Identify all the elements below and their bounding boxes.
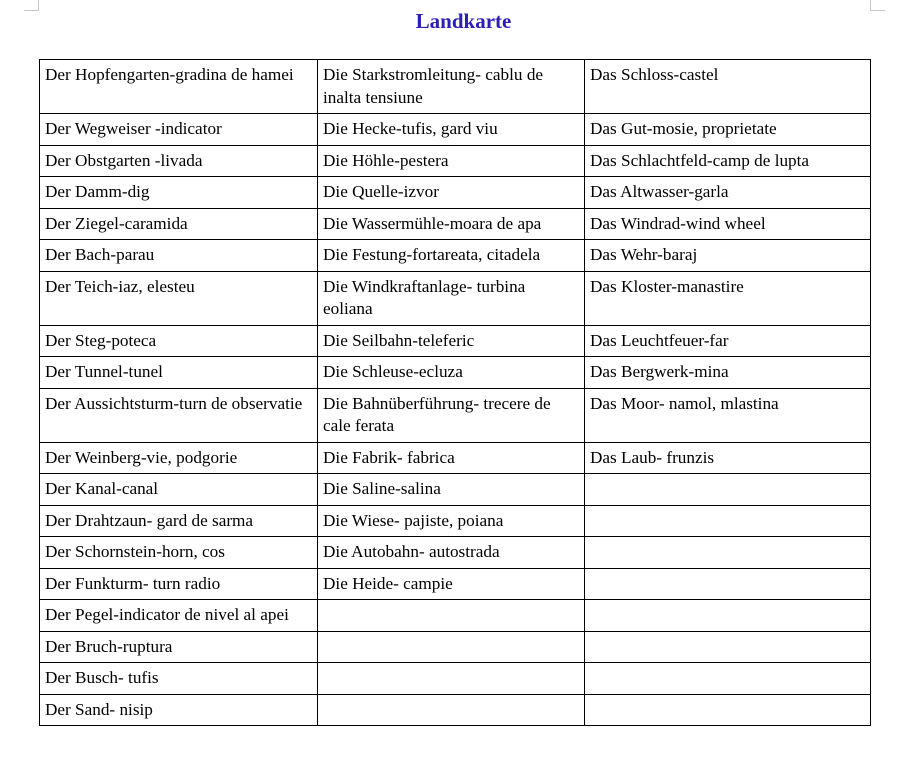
- table-row: [40, 208, 871, 240]
- table-cell-feminine: Die Saline-salina: [318, 474, 585, 506]
- table-cell-feminine: Die Autobahn- autostrada: [318, 537, 585, 569]
- table-cell-feminine: Die Quelle-izvor: [318, 177, 585, 209]
- table-row: [40, 177, 871, 209]
- table-cell-feminine: Die Heide- campie: [318, 568, 585, 600]
- table-row: [40, 271, 871, 325]
- table-row: [40, 694, 871, 726]
- table-cell-neuter: [585, 568, 871, 600]
- table-row: [40, 600, 871, 632]
- table-cell-neuter: [585, 694, 871, 726]
- table-cell-neuter: Das Schlachtfeld-camp de lupta: [585, 145, 871, 177]
- table-cell-masculine: Der Steg-poteca: [40, 325, 318, 357]
- table-cell-masculine: Der Funkturm- turn radio: [40, 568, 318, 600]
- table-cell-neuter: Das Bergwerk-mina: [585, 357, 871, 389]
- table-row: [40, 325, 871, 357]
- table-cell-masculine: Der Tunnel-tunel: [40, 357, 318, 389]
- table-cell-masculine: Der Schornstein-horn, cos: [40, 537, 318, 569]
- vocabulary-table-body: [40, 60, 871, 726]
- table-cell-feminine: Die Wiese- pajiste, poiana: [318, 505, 585, 537]
- table-cell-masculine: Der Bruch-ruptura: [40, 631, 318, 663]
- table-cell-neuter: Das Laub- frunzis: [585, 442, 871, 474]
- table-row: [40, 114, 871, 146]
- table-row: [40, 60, 871, 114]
- table-row: [40, 145, 871, 177]
- table-cell-masculine: Der Weinberg-vie, podgorie: [40, 442, 318, 474]
- table-row: [40, 663, 871, 695]
- table-cell-neuter: Das Schloss-castel: [585, 60, 871, 114]
- table-cell-masculine: Der Bach-parau: [40, 240, 318, 272]
- table-row: [40, 388, 871, 442]
- table-row: [40, 537, 871, 569]
- table-cell-feminine: Die Höhle-pestera: [318, 145, 585, 177]
- table-cell-masculine: Der Ziegel-caramida: [40, 208, 318, 240]
- table-cell-neuter: [585, 474, 871, 506]
- table-row: [40, 240, 871, 272]
- table-cell-masculine: Der Kanal-canal: [40, 474, 318, 506]
- table-cell-feminine: Die Seilbahn-teleferic: [318, 325, 585, 357]
- table-cell-feminine: Die Windkraftanlage- turbina eoliana: [318, 271, 585, 325]
- table-cell-feminine: Die Hecke-tufis, gard viu: [318, 114, 585, 146]
- table-cell-neuter: Das Windrad-wind wheel: [585, 208, 871, 240]
- table-cell-masculine: Der Teich-iaz, elesteu: [40, 271, 318, 325]
- table-cell-neuter: Das Moor- namol, mlastina: [585, 388, 871, 442]
- table-cell-feminine: [318, 663, 585, 695]
- table-cell-feminine: [318, 694, 585, 726]
- table-cell-neuter: Das Kloster-manastire: [585, 271, 871, 325]
- table-cell-neuter: Das Leuchtfeuer-far: [585, 325, 871, 357]
- table-cell-masculine: Der Aussichtsturm-turn de observatie: [40, 388, 318, 442]
- table-cell-neuter: Das Wehr-baraj: [585, 240, 871, 272]
- table-row: [40, 357, 871, 389]
- table-cell-neuter: Das Gut-mosie, proprietate: [585, 114, 871, 146]
- table-row: [40, 442, 871, 474]
- table-cell-masculine: Der Pegel-indicator de nivel al apei: [40, 600, 318, 632]
- table-cell-neuter: Das Altwasser-garla: [585, 177, 871, 209]
- table-cell-neuter: [585, 505, 871, 537]
- page-title: Landkarte: [415, 9, 512, 33]
- table-cell-masculine: Der Obstgarten -livada: [40, 145, 318, 177]
- table-cell-feminine: Die Bahnüberführung- trecere de cale ferata: [318, 388, 585, 442]
- table-cell-masculine: Der Busch- tufis: [40, 663, 318, 695]
- table-cell-neuter: [585, 600, 871, 632]
- table-row: [40, 568, 871, 600]
- table-cell-masculine: Der Damm-dig: [40, 177, 318, 209]
- table-cell-masculine: Der Sand- nisip: [40, 694, 318, 726]
- table-cell-feminine: [318, 600, 585, 632]
- table-cell-feminine: Die Starkstromleitung- cablu de inalta tensiune: [318, 60, 585, 114]
- table-cell-masculine: Der Drahtzaun- gard de sarma: [40, 505, 318, 537]
- table-cell-feminine: Die Wassermühle-moara de apa: [318, 208, 585, 240]
- table-cell-neuter: [585, 631, 871, 663]
- table-row: [40, 474, 871, 506]
- table-cell-neuter: [585, 663, 871, 695]
- vocabulary-table: [39, 59, 871, 726]
- table-cell-feminine: Die Schleuse-ecluza: [318, 357, 585, 389]
- table-cell-masculine: Der Wegweiser -indicator: [40, 114, 318, 146]
- table-cell-feminine: [318, 631, 585, 663]
- table-cell-feminine: Die Fabrik- fabrica: [318, 442, 585, 474]
- table-cell-masculine: Der Hopfengarten-gradina de hamei: [40, 60, 318, 114]
- table-cell-feminine: Die Festung-fortareata, citadela: [318, 240, 585, 272]
- table-row: [40, 631, 871, 663]
- table-cell-neuter: [585, 537, 871, 569]
- table-row: [40, 505, 871, 537]
